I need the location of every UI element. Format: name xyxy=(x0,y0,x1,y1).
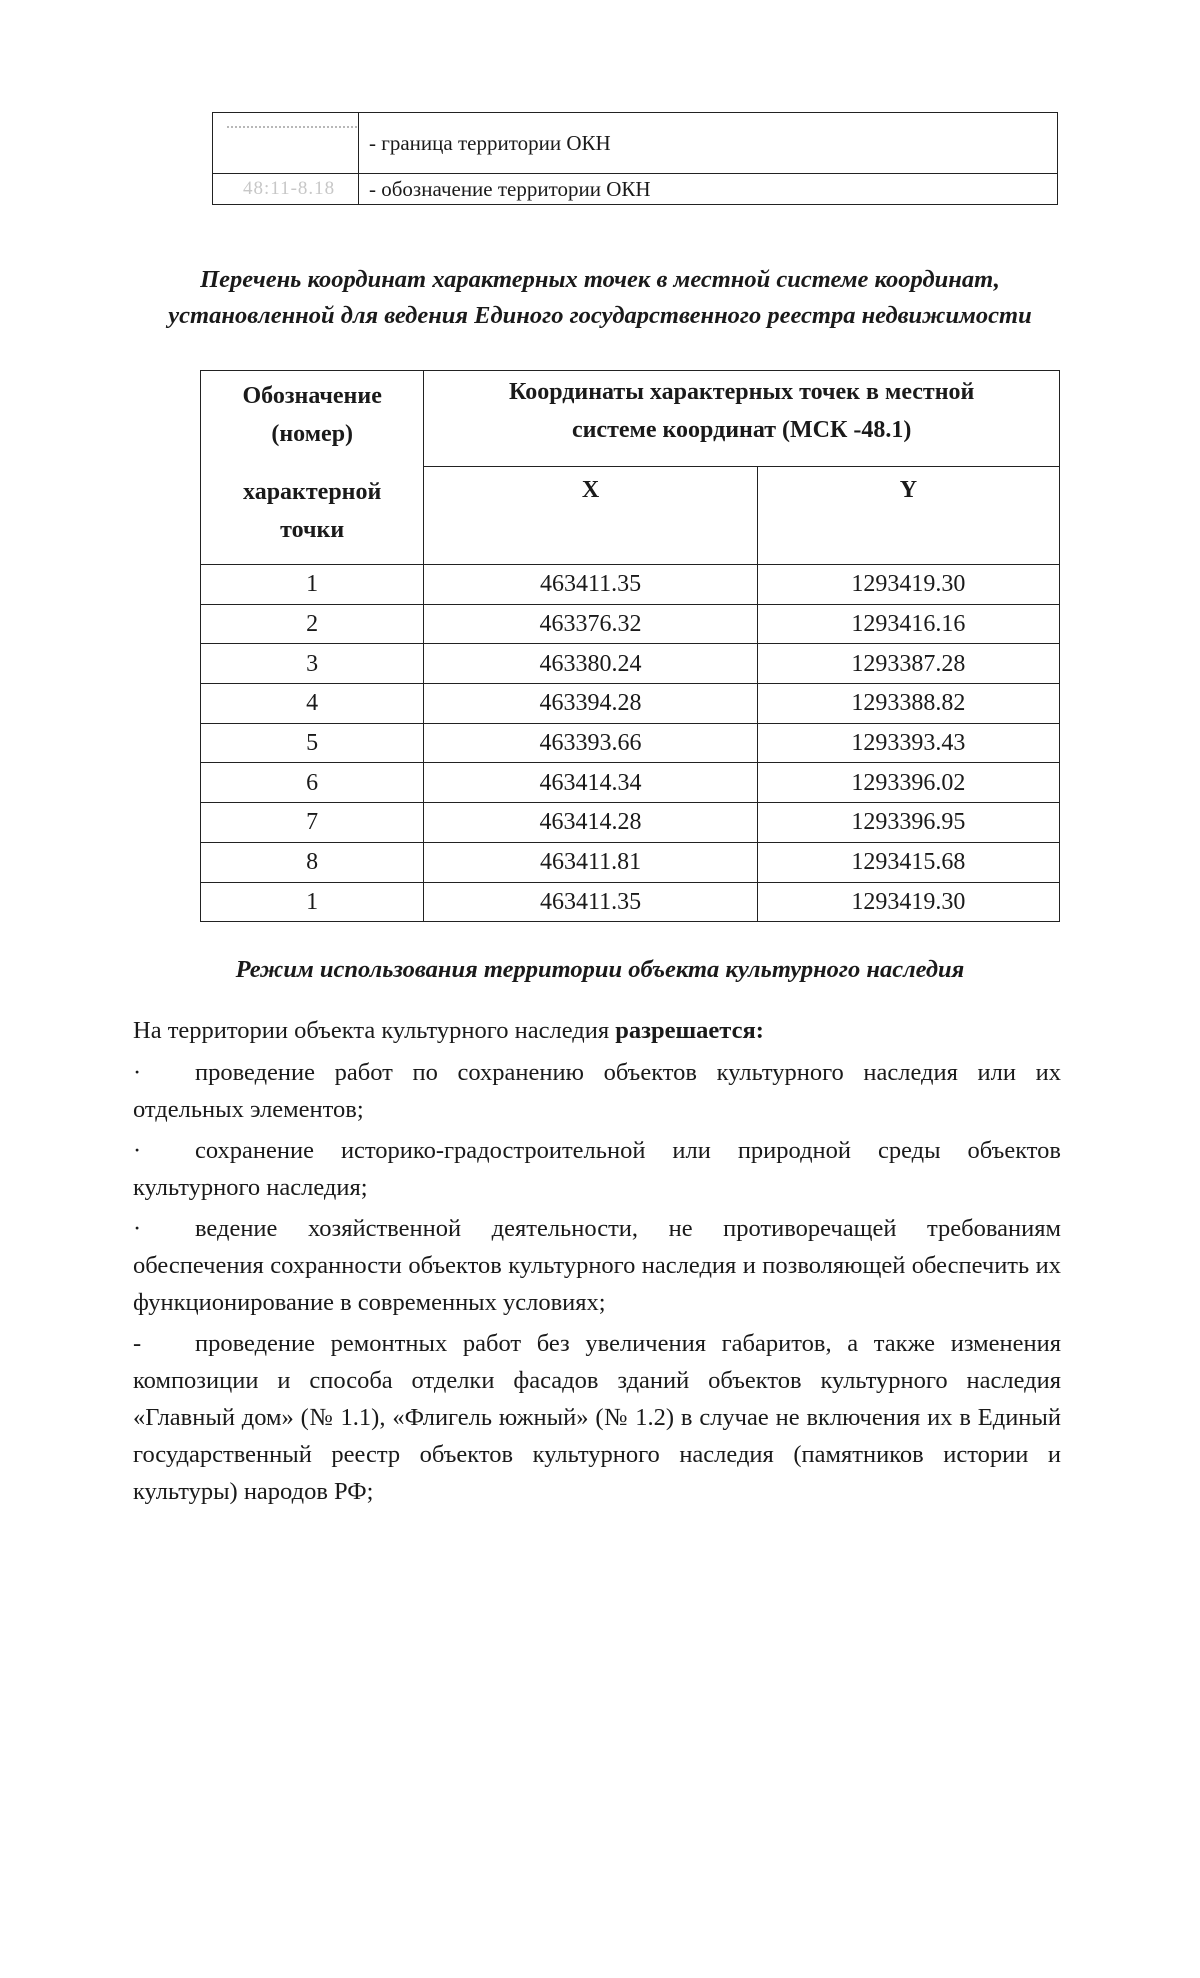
point-number-cell: 1 xyxy=(201,882,424,922)
regime-intro: На территории объекта культурного наследия разрешается: xyxy=(133,1017,764,1044)
y-coordinate-cell: 1293419.30 xyxy=(757,882,1059,922)
x-coordinate-cell: 463411.81 xyxy=(424,842,757,882)
y-coordinate-cell: 1293396.02 xyxy=(757,763,1059,803)
legend-text: - граница территории ОКН xyxy=(359,113,1058,174)
bullet-marker: · xyxy=(133,1215,142,1242)
table-row xyxy=(201,842,1060,882)
point-number-cell: 1 xyxy=(201,565,424,605)
table-row xyxy=(201,803,1060,843)
point-number-cell: 3 xyxy=(201,644,424,684)
y-coordinate-cell: 1293387.28 xyxy=(757,644,1059,684)
point-number-cell: 4 xyxy=(201,684,424,724)
regime-heading: Режим использования территории объекта культурного наследия xyxy=(235,956,965,983)
territory-label-symbol: 48:11-8.18 xyxy=(213,174,359,205)
regime-text xyxy=(133,1012,1061,1514)
x-coordinate-cell: 463411.35 xyxy=(424,882,757,922)
table-row xyxy=(201,684,1060,724)
x-header: X xyxy=(424,467,757,565)
bullet-marker: · xyxy=(133,1137,142,1164)
y-header: Y xyxy=(757,467,1059,565)
coordinates-table xyxy=(200,370,1060,922)
list-item: - проведение ремонтных работ без увеличения габаритов, а также изменения композиции и способа отделки фасадов зданий объектов культурного наследия «Главный дом» (№ 1.1), «Флигель южный» (№ 1.2) в случае не включения их в Единый государственный реестр объектов культурного наследия (памятников истории и культуры) народов РФ; xyxy=(133,1325,1061,1510)
table-row xyxy=(201,604,1060,644)
list-item: · ведение хозяйственной деятельности, не противоречащей требованиям обеспечения сохранности объектов культурного наследия и позволяющей обеспечить их функционирование в современных условиях; xyxy=(133,1210,1061,1321)
y-coordinate-cell: 1293419.30 xyxy=(757,565,1059,605)
y-coordinate-cell: 1293415.68 xyxy=(757,842,1059,882)
legend-table xyxy=(212,112,1058,205)
table-row xyxy=(201,882,1060,922)
coordinates-heading: Перечень координат характерных точек в местной системе координат, установленной для ведения Единого государственного реестра недвижимости xyxy=(168,266,1032,329)
table-row xyxy=(201,763,1060,803)
y-coordinate-cell: 1293396.95 xyxy=(757,803,1059,843)
point-number-cell: 2 xyxy=(201,604,424,644)
legend-text: - обозначение территории ОКН xyxy=(359,174,1058,205)
bullet-marker: - xyxy=(133,1330,142,1357)
table-row xyxy=(201,644,1060,684)
legend-row xyxy=(213,113,1058,174)
table-row xyxy=(201,565,1060,605)
point-number-header: Обозначение (номер) характерной точки xyxy=(201,371,424,565)
x-coordinate-cell: 463414.28 xyxy=(424,803,757,843)
point-number-cell: 8 xyxy=(201,842,424,882)
list-item: · проведение работ по сохранению объектов культурного наследия или их отдельных элементов; xyxy=(133,1054,1061,1128)
x-coordinate-cell: 463393.66 xyxy=(424,723,757,763)
coordinates-group-header: Координаты характерных точек в местной системе координат (МСК -48.1) xyxy=(424,371,1060,467)
x-coordinate-cell: 463414.34 xyxy=(424,763,757,803)
point-number-cell: 7 xyxy=(201,803,424,843)
x-coordinate-cell: 463376.32 xyxy=(424,604,757,644)
point-number-cell: 6 xyxy=(201,763,424,803)
y-coordinate-cell: 1293388.82 xyxy=(757,684,1059,724)
bullet-marker: · xyxy=(133,1059,142,1086)
legend-row xyxy=(213,174,1058,205)
x-coordinate-cell: 463394.28 xyxy=(424,684,757,724)
y-coordinate-cell: 1293393.43 xyxy=(757,723,1059,763)
table-row xyxy=(201,723,1060,763)
list-item: · сохранение историко-градостроительной или природной среды объектов культурного наследия; xyxy=(133,1132,1061,1206)
x-coordinate-cell: 463411.35 xyxy=(424,565,757,605)
point-number-cell: 5 xyxy=(201,723,424,763)
boundary-line-symbol xyxy=(213,113,359,174)
y-coordinate-cell: 1293416.16 xyxy=(757,604,1059,644)
x-coordinate-cell: 463380.24 xyxy=(424,644,757,684)
